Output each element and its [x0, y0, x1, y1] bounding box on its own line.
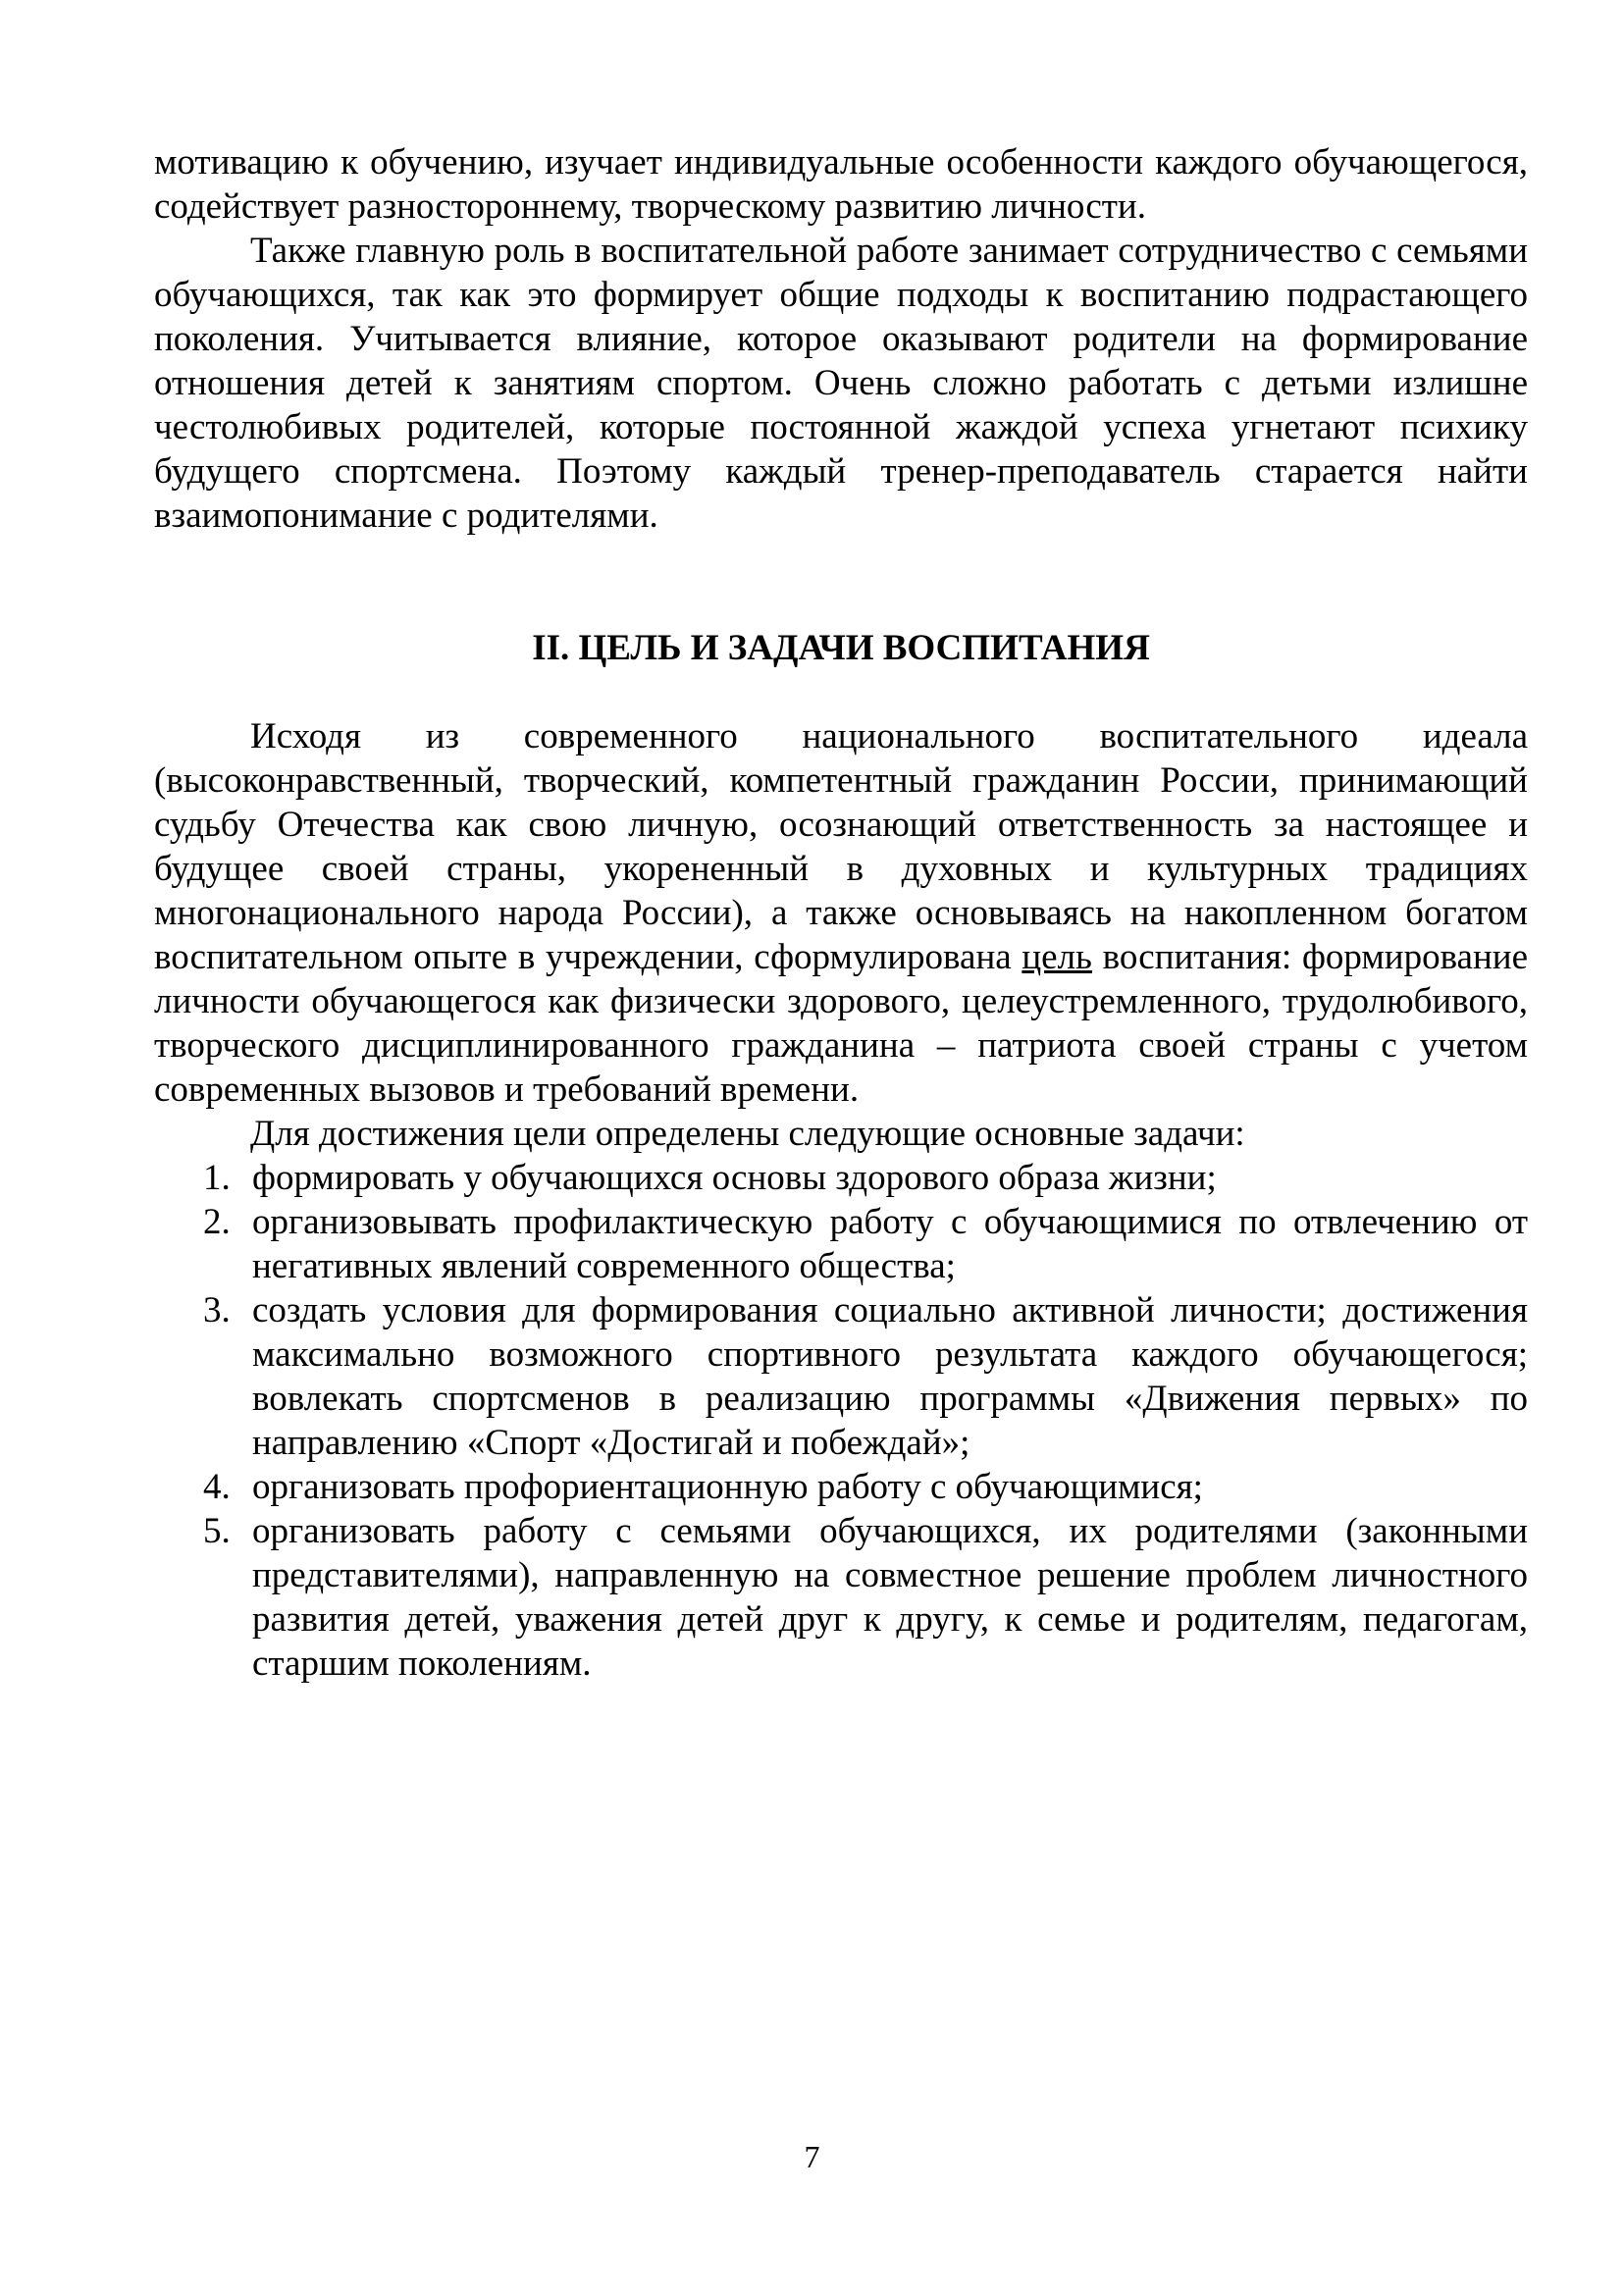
- heading-gap: [154, 670, 1528, 714]
- goal-text-before: Исходя из современного национального воспитательного идеала (высоконравственный, творческий, компетентный гражданин России, принимающий судьбу Отечества как свою личную, осознающий ответственность за настоящее и будущее своей страны, укорененный в духовных и культурных традициях многонационального народа России), а также основываясь на накопленном богатом воспитательном опыте в учреждении, сформулирована: [154, 716, 1528, 977]
- goal-paragraph: [154, 714, 1528, 1112]
- task-item: [154, 1200, 1528, 1288]
- goal-underlined-word: цель: [1022, 937, 1092, 977]
- task-item: [154, 1288, 1528, 1465]
- family-cooperation-paragraph: Также главную роль в воспитательной работе занимает сотрудничество с семьями обучающихся, так как это формирует общие подходы к воспитанию подрастающего поколения. Учитывается влияние, которое оказывают родители на формирование отношения детей к занятиям спортом. Очень сложно работать с детьми излишне честолюбивых родителей, которые постоянной жаждой успеха угнетают психику будущего спортсмена. Поэтому каждый тренер-преподаватель старается найти взаимопонимание с родителями.: [154, 231, 1528, 536]
- task-number: 5.: [203, 1511, 231, 1551]
- task-item: [154, 1156, 1528, 1200]
- task-text: создать условия для формирования социально активной личности; достижения максимально возможного спортивного результата каждого обучающегося; вовлекать спортсменов в реализацию программы «Движения первых» по направлению «Спорт «Достигай и побеждай»;: [252, 1290, 1528, 1463]
- task-number: 4.: [203, 1467, 231, 1507]
- tasks-list: [154, 1156, 1528, 1686]
- task-item: [154, 1465, 1528, 1509]
- section-heading: II. ЦЕЛЬ И ЗАДАЧИ ВОСПИТАНИЯ: [532, 628, 1150, 668]
- task-number: 2.: [203, 1202, 231, 1242]
- tasks-intro: Для достижения цели определены следующие основные задачи:: [250, 1114, 1245, 1154]
- task-text: организовывать профилактическую работу с обучающимися по отвлечению от негативных явлений современного общества;: [252, 1202, 1528, 1286]
- task-text: организовать профориентационную работу с обучающимися;: [252, 1467, 1203, 1507]
- page-number: 7: [804, 2139, 820, 2174]
- task-text: формировать у обучающихся основы здорового образа жизни;: [252, 1158, 1217, 1198]
- intro-continuation-paragraph: мотивацию к обучению, изучает индивидуальные особенности каждого обучающегося, содействует разностороннему, творческому развитию личности.: [154, 142, 1528, 227]
- document-page: [154, 140, 1528, 1686]
- task-item: [154, 1509, 1528, 1686]
- task-text: организовать работу с семьями обучающихся, их родителями (законными представителями), направленную на совместное решение проблем личностного развития детей, уважения детей друг к другу, к семье и родителям, педагогам, старшим поколениям.: [252, 1511, 1528, 1684]
- task-number: 3.: [203, 1290, 231, 1330]
- goal-text-after: воспитания: формирование личности обучающегося как физически здорового, целеустремленного, трудолюбивого, творческого дисциплинированного гражданина – патриота своей страны с учетом современных вызовов и требований времени.: [154, 937, 1528, 1110]
- section-spacer: [154, 538, 1528, 626]
- task-number: 1.: [203, 1158, 231, 1198]
